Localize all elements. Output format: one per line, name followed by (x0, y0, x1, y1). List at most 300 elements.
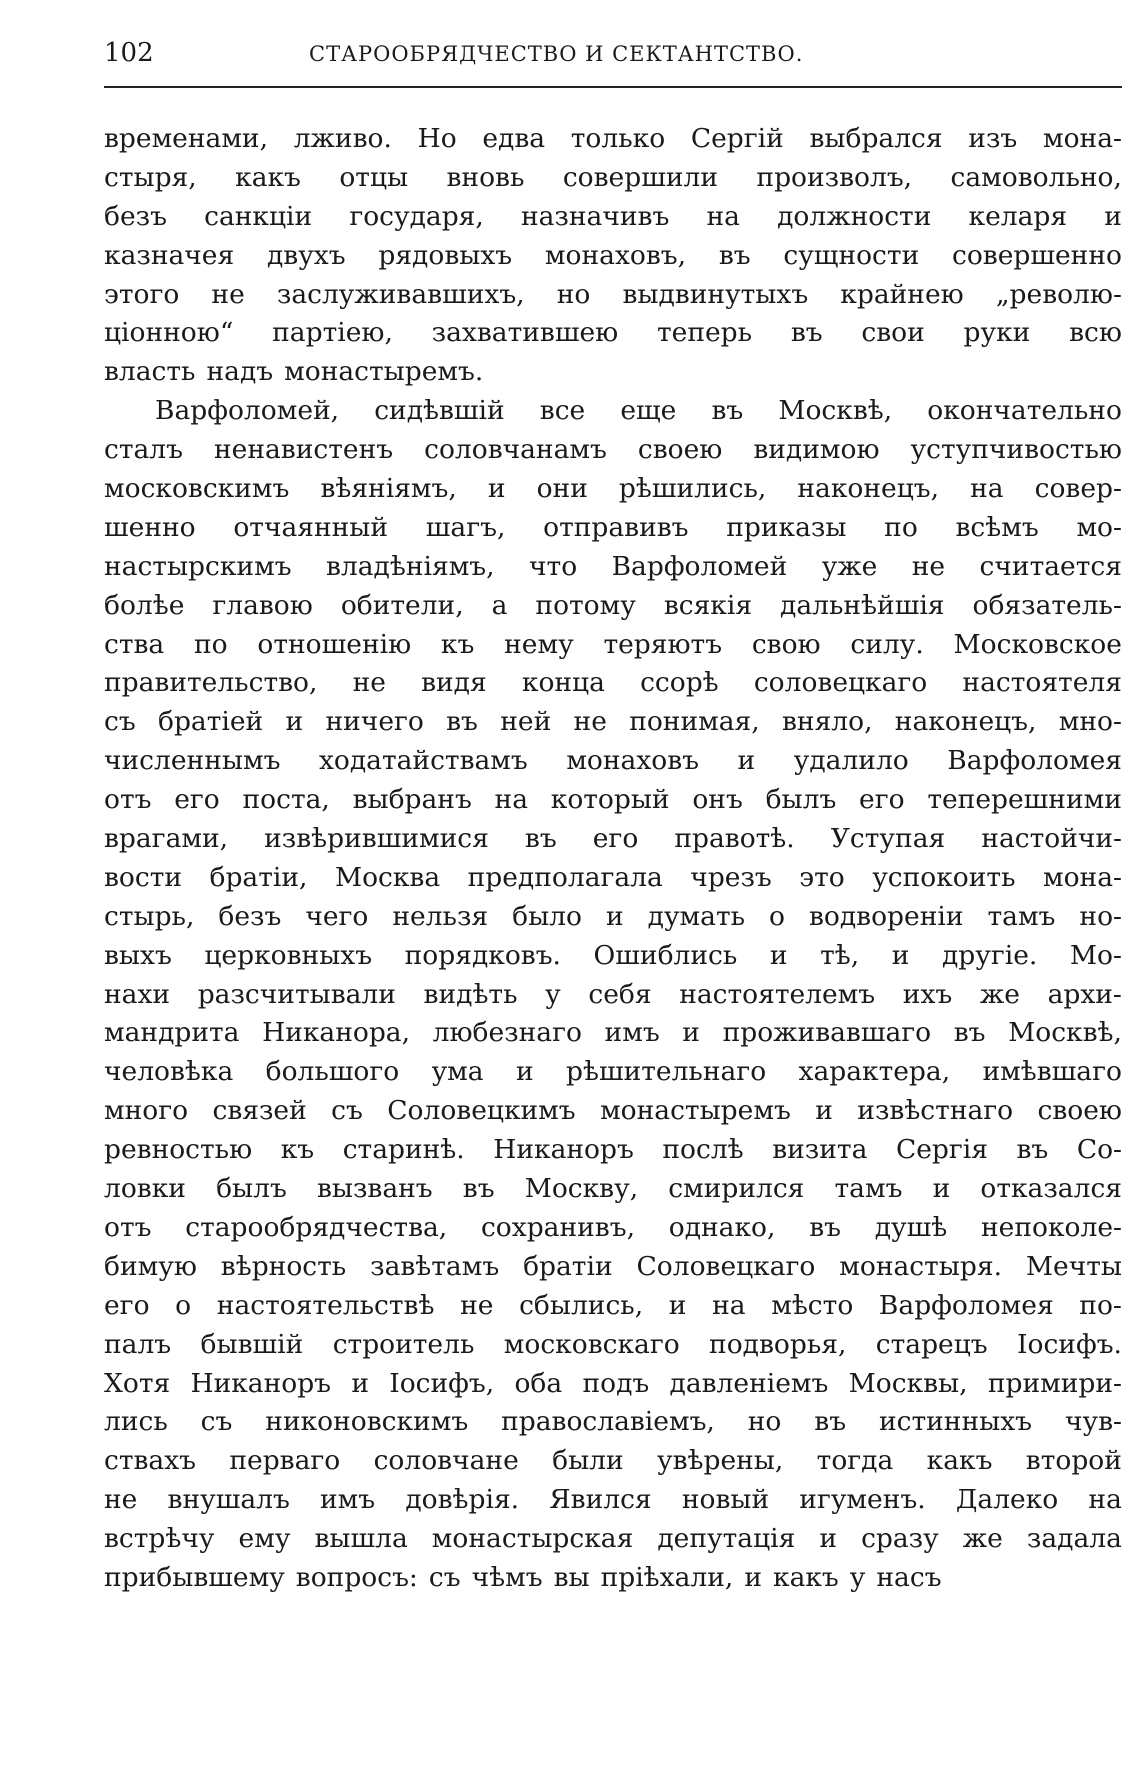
word: численнымъ (104, 745, 281, 777)
word: и (932, 1173, 951, 1205)
word: депутація (657, 1523, 796, 1555)
word: и (815, 1095, 833, 1127)
text-line (104, 1053, 1122, 1092)
word: соловецкаго (753, 667, 928, 699)
text-line (104, 548, 1122, 587)
word: подъ (582, 1367, 650, 1399)
word: поста, (242, 784, 330, 816)
word: выбрался (809, 123, 943, 154)
word: въ (718, 239, 751, 271)
word: мона- (1042, 123, 1122, 154)
word: и (682, 1017, 700, 1049)
word: это (799, 861, 845, 893)
word: произволъ, (756, 161, 913, 193)
word: успокоить (872, 861, 1016, 893)
word: врагами, (104, 823, 229, 855)
word: непоколе- (981, 1211, 1122, 1243)
word: ходатайствамъ (318, 745, 528, 777)
word: отказался (980, 1173, 1122, 1205)
word: смирился (668, 1173, 805, 1205)
word: братіи, (209, 861, 308, 893)
word: не (104, 1484, 138, 1516)
text-line (104, 820, 1122, 859)
word: монастыря. (839, 1250, 1002, 1282)
word: церковныхъ (204, 939, 373, 971)
word: и (819, 1523, 838, 1555)
word: прибывшему (104, 1561, 285, 1593)
word: отправивъ (543, 511, 689, 543)
word: оба (514, 1367, 563, 1399)
word: санкціи (204, 200, 313, 232)
text-line (104, 781, 1122, 820)
word: вѣрность (220, 1250, 347, 1282)
word: имѣвшаго (982, 1056, 1122, 1088)
word: вняло, (781, 706, 873, 738)
word: теряютъ (603, 628, 723, 660)
word: свою (751, 628, 821, 660)
word: своею (637, 434, 723, 466)
word: новый (681, 1484, 770, 1516)
word: настоятеля (962, 667, 1122, 699)
text-line (104, 509, 1122, 548)
word: Москвѣ, (1008, 1017, 1122, 1049)
word: любезнаго (432, 1017, 582, 1049)
word: шагъ, (425, 511, 506, 543)
word: увѣрены, (657, 1445, 784, 1477)
word: чрезъ (690, 861, 772, 893)
word: ссорѣ (640, 667, 719, 699)
text-line (104, 703, 1122, 742)
word: монастыремъ (600, 1095, 791, 1127)
word: наконецъ, (894, 706, 1037, 738)
word: ихъ (902, 978, 953, 1010)
word: уже (821, 550, 878, 582)
text-line (104, 1248, 1122, 1287)
word: но (556, 278, 591, 310)
word: вѣяніямъ, (320, 473, 457, 505)
word: чего (305, 900, 369, 932)
word: въ (1016, 1134, 1049, 1166)
word: нахи (104, 978, 171, 1010)
word: Московское (953, 628, 1122, 660)
word: отъ (104, 784, 152, 816)
word: мѣсто (771, 1289, 854, 1321)
word: двухъ (266, 239, 346, 271)
word: и (769, 939, 788, 971)
word: Далеко (955, 1484, 1059, 1516)
word: считается (979, 550, 1122, 582)
word: въ (711, 395, 744, 427)
word: крайнею (840, 278, 964, 310)
word: игуменъ. (799, 1484, 926, 1516)
word: какъ (235, 161, 301, 193)
word: Со- (1076, 1134, 1122, 1166)
word: тамъ (987, 900, 1056, 932)
word: въ (462, 1173, 495, 1205)
word: еще (620, 395, 677, 427)
word: должности (777, 200, 932, 232)
text-line (104, 1326, 1122, 1365)
word: душѣ (874, 1211, 948, 1243)
text-line (104, 1559, 1122, 1598)
word: настойчи- (981, 823, 1122, 855)
word: не (211, 278, 245, 310)
word: монаховъ, (544, 239, 687, 271)
word: на (706, 200, 740, 232)
word: безъ (218, 900, 282, 932)
word: настырскимъ (104, 550, 292, 582)
paragraph (104, 392, 1122, 1598)
word: къ (440, 628, 475, 660)
word: монастырская (431, 1523, 634, 1555)
word: истинныхъ (878, 1406, 1033, 1438)
word: понимая, (629, 706, 760, 738)
word: и (515, 1056, 534, 1088)
word: дальнѣйшія (780, 589, 945, 621)
word: православіемъ, (501, 1406, 715, 1438)
word: и (487, 473, 506, 505)
word: всѣмъ (955, 511, 1039, 543)
word: Москвѣ, (778, 395, 893, 427)
word: по (194, 628, 228, 660)
text-line (104, 1287, 1122, 1326)
word: стыря, (104, 161, 197, 193)
word: же (979, 978, 1020, 1010)
word: который (550, 784, 670, 816)
header-rule (104, 86, 1122, 88)
word: связей (212, 1095, 307, 1127)
word: завѣтамъ (370, 1250, 500, 1282)
word: бимую (104, 1250, 197, 1282)
text-line (104, 937, 1122, 976)
word: этого (104, 278, 180, 310)
word: ему (238, 1523, 291, 1555)
word: были (552, 1445, 624, 1477)
word: сохранивъ, (480, 1211, 635, 1243)
word: силу. (850, 628, 924, 660)
word: Варфоломея (878, 1289, 1054, 1321)
word: рядовыхъ (378, 239, 513, 271)
text-line (104, 1403, 1122, 1442)
word: все (539, 395, 586, 427)
word: сидѣвшій (374, 395, 505, 427)
word: настоятельствѣ (216, 1289, 435, 1321)
word: чѣмъ (471, 1561, 543, 1593)
word: по (884, 511, 918, 543)
word: порядковъ. (404, 939, 561, 971)
word: удалило (793, 745, 909, 777)
word: Сергій (690, 123, 784, 154)
word: Сергія (895, 1134, 988, 1166)
word: но (747, 1406, 782, 1438)
word: большого (265, 1056, 400, 1088)
word: же (962, 1523, 1003, 1555)
word: и (285, 706, 304, 738)
word: московскимъ (104, 473, 290, 505)
word: соловчанамъ (424, 434, 607, 466)
word: и (351, 1367, 369, 1399)
word: выхъ (104, 939, 172, 971)
word: братіи (523, 1250, 613, 1282)
word: соловчане (373, 1445, 519, 1477)
word: было (512, 900, 582, 932)
word: по- (1079, 1289, 1122, 1321)
word: видя (421, 667, 487, 699)
word: что (529, 550, 578, 582)
word: у (849, 1561, 866, 1593)
word: Но (417, 123, 457, 154)
word: окончательно (927, 395, 1122, 427)
word: старообрядчества, (185, 1211, 448, 1243)
word: вопросъ: (295, 1561, 418, 1593)
word: власть (104, 356, 196, 388)
word: предполагала (467, 861, 663, 893)
text-line (104, 587, 1122, 626)
word: Никаноръ (493, 1134, 634, 1166)
word: выбранъ (352, 784, 472, 816)
text-line (104, 1481, 1122, 1520)
word: подворья, (709, 1328, 847, 1360)
word: государя, (349, 200, 484, 232)
word: и (1104, 200, 1122, 232)
word: сталъ (104, 434, 183, 466)
word: извѣстнаго (857, 1095, 1014, 1127)
word: ства (104, 628, 165, 660)
word: Соловецкаго (636, 1250, 816, 1282)
word: его (104, 1289, 150, 1321)
word: наконецъ, (797, 473, 940, 505)
word: конца (521, 667, 605, 699)
word: съ (200, 1406, 233, 1438)
word: довѣрія. (405, 1484, 520, 1516)
text-line (104, 1092, 1122, 1131)
text-line (104, 159, 1122, 198)
word: обители, (340, 589, 464, 621)
word: пріѣхали, (600, 1561, 734, 1593)
word: изъ (968, 123, 1018, 154)
word: строитель (332, 1328, 475, 1360)
word: правительство, (104, 667, 318, 699)
text-line (104, 1520, 1122, 1559)
word: келаря (968, 200, 1068, 232)
word: надъ (206, 356, 274, 388)
word: въ (446, 706, 478, 738)
word: второй (1025, 1445, 1122, 1477)
word: съ (104, 706, 136, 738)
word: совершили (562, 161, 718, 193)
word: и (668, 1289, 687, 1321)
word: не (573, 706, 607, 738)
word: сразу (861, 1523, 939, 1555)
word: настоятелемъ (679, 978, 876, 1010)
word: на (1088, 1484, 1122, 1516)
text-line (104, 276, 1122, 315)
text-line (104, 1209, 1122, 1248)
paragraph (104, 120, 1122, 392)
word: Москву, (524, 1173, 639, 1205)
word: ума (431, 1056, 484, 1088)
word: Никаноръ (190, 1367, 332, 1399)
word: въ (809, 1211, 841, 1243)
word: заслуживавшихъ, (276, 278, 525, 310)
word: лживо. (293, 123, 392, 154)
word: отчаянный (233, 511, 389, 543)
text-line (104, 314, 1122, 353)
word: Варфоломея (947, 745, 1122, 777)
text-line (104, 976, 1122, 1015)
book-page (104, 38, 1122, 1598)
word: ненавистенъ (214, 434, 394, 466)
word: и (891, 939, 910, 971)
word: они (536, 473, 588, 505)
word: Никанора, (262, 1017, 411, 1049)
text-line (104, 120, 1122, 159)
word: тамъ (834, 1173, 903, 1205)
word: „револю- (995, 278, 1122, 310)
word: безъ (104, 200, 167, 232)
word: мандрита (104, 1017, 240, 1049)
text-line (104, 664, 1122, 703)
word: сбылись, (519, 1289, 644, 1321)
word: его (859, 784, 905, 816)
word: на (970, 473, 1004, 505)
word: Соловецкимъ (387, 1095, 576, 1127)
page-header (104, 38, 1122, 78)
word: у (545, 978, 561, 1010)
word: назначивъ (520, 200, 670, 232)
word: приказы (726, 511, 847, 543)
word: въ (814, 1406, 847, 1438)
word: казначея (104, 239, 235, 271)
word: какъ (773, 1561, 839, 1593)
word: насъ (876, 1561, 942, 1593)
word: онъ (692, 784, 743, 816)
word: монаховъ (566, 745, 700, 777)
word: правотѣ. (674, 823, 795, 855)
word: теперешними (927, 784, 1122, 816)
word: руки (963, 317, 1031, 349)
word: тѣ, (820, 939, 860, 971)
word: Іосифъ. (1017, 1328, 1122, 1360)
word: Москвы, (848, 1367, 968, 1399)
word: рѣшительнаго (566, 1056, 767, 1088)
word: перваго (229, 1445, 341, 1477)
word: старинѣ. (342, 1134, 465, 1166)
word: отцы (339, 161, 409, 193)
text-line (104, 470, 1122, 509)
word: выдвинутыхъ (622, 278, 809, 310)
word: думать (647, 900, 746, 932)
word: и (744, 1561, 762, 1593)
word: вости (104, 861, 183, 893)
word: вызванъ (316, 1173, 433, 1205)
word: а (491, 589, 508, 621)
word: видимою (753, 434, 880, 466)
word: мона- (1042, 861, 1122, 893)
word: московскаго (503, 1328, 680, 1360)
text-line (104, 431, 1122, 470)
word: водвореніи (808, 900, 964, 932)
word: въ (953, 1017, 986, 1049)
word: потому (535, 589, 636, 621)
text-line (104, 1170, 1122, 1209)
text-line (104, 1442, 1122, 1481)
word: давленіемъ (669, 1367, 829, 1399)
word: чув- (1064, 1406, 1122, 1438)
word: человѣка (104, 1056, 234, 1088)
word: примири- (987, 1367, 1122, 1399)
word: лись (104, 1406, 168, 1438)
word: Явился (549, 1484, 652, 1516)
word: нему (504, 628, 574, 660)
word: Мо- (1069, 939, 1122, 971)
word: Хотя (104, 1367, 171, 1399)
word: себя (588, 978, 652, 1010)
word: нельзя (392, 900, 489, 932)
word: на (712, 1289, 746, 1321)
word: тогда (816, 1445, 894, 1477)
word: обязатель- (972, 589, 1122, 621)
word: стырь, (104, 900, 195, 932)
word: его (174, 784, 220, 816)
body-text (104, 120, 1122, 1598)
word: вы (553, 1561, 590, 1593)
word: вышла (314, 1523, 408, 1555)
word: визита (772, 1134, 868, 1166)
word: въ (790, 317, 823, 349)
word: братіей (158, 706, 264, 738)
word: его (592, 823, 639, 855)
page-number: 102 (104, 38, 154, 68)
word: Москва (334, 861, 441, 893)
text-line (104, 859, 1122, 898)
word: Варфоломей (611, 550, 788, 582)
running-title: СТАРООБРЯДЧЕСТВО И СЕКТАНТСТВО. (309, 42, 804, 66)
word: имъ (320, 1484, 376, 1516)
text-line (104, 392, 1122, 431)
word: задала (1026, 1523, 1122, 1555)
word: никоновскимъ (265, 1406, 469, 1438)
word: Іосифъ, (389, 1367, 495, 1399)
word: внушалъ (167, 1484, 290, 1516)
word: проживавшаго (722, 1017, 932, 1049)
word: едва (482, 123, 546, 154)
word: но- (1079, 900, 1122, 932)
word: съ (331, 1095, 363, 1127)
word: имъ (604, 1017, 660, 1049)
word: ревностью (104, 1134, 253, 1166)
text-line (104, 237, 1122, 276)
word: болѣе (104, 589, 185, 621)
word: Уступая (830, 823, 946, 855)
word: къ (280, 1134, 315, 1166)
word: бывшій (200, 1328, 304, 1360)
word: Ошиблись (593, 939, 738, 971)
word: партіею, (272, 317, 393, 349)
word: всякія (663, 589, 753, 621)
text-line (104, 626, 1122, 665)
text-line (104, 1365, 1122, 1404)
word: главою (212, 589, 313, 621)
word: отъ (104, 1211, 152, 1243)
word: теперь (656, 317, 753, 349)
word: ничего (325, 706, 424, 738)
word: сущности (783, 239, 920, 271)
word: всю (1069, 317, 1122, 349)
word: Варфоломей, (155, 395, 340, 427)
word: ловки (104, 1173, 186, 1205)
word: не (352, 667, 386, 699)
